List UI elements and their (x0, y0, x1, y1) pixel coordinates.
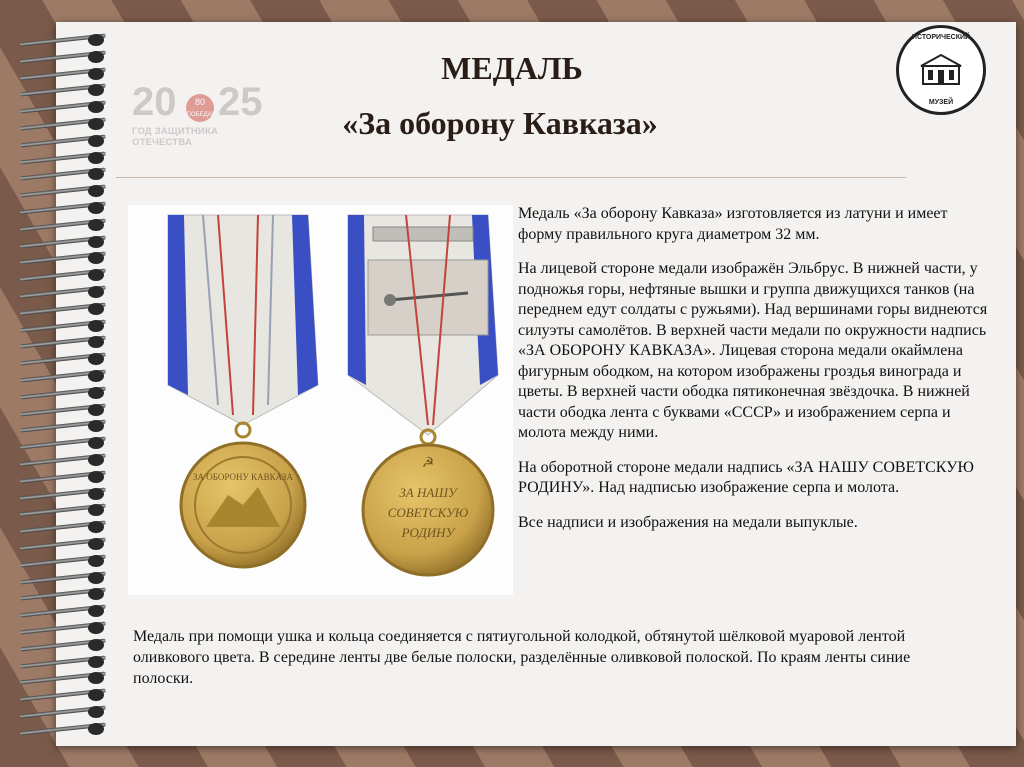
front-ribbon (168, 215, 318, 425)
spiral-coil (6, 116, 110, 132)
spiral-coil (6, 351, 110, 367)
spiral-coil (6, 654, 110, 670)
spiral-coil (6, 402, 110, 418)
spiral-coil (6, 32, 110, 48)
spiral-coil (6, 452, 110, 468)
spiral-coil (6, 284, 110, 300)
page-subtitle: «За оборону Кавказа» (342, 105, 658, 141)
spiral-coil (6, 486, 110, 502)
front-medal-inscription: ЗА ОБОРОНУ КАВКАЗА (193, 472, 293, 482)
spiral-coil (6, 435, 110, 451)
museum-building-icon (917, 52, 965, 88)
page-title: МЕДАЛЬ (441, 50, 583, 86)
ribbon-description: Медаль при помощи ушка и кольца соединяется с пятиугольной колодкой, обтянутой шёлковой муаровой лентой оливкового цвета. В середине ленты две белые полоски, разделённые оливковой полоской. По краям ленты синие полоски. (133, 628, 911, 687)
spiral-coil (6, 469, 110, 485)
spiral-coil (6, 536, 110, 552)
title-divider (116, 177, 906, 178)
spiral-coil (6, 637, 110, 653)
front-medal (181, 443, 305, 567)
spiral-coil (6, 133, 110, 149)
spiral-coil (6, 670, 110, 686)
spiral-coil (6, 217, 110, 233)
museum-logo (896, 25, 986, 115)
spiral-coil (6, 553, 110, 569)
spiral-coil (6, 687, 110, 703)
spiral-coil (6, 318, 110, 334)
medal-photo (128, 205, 513, 595)
back-medal-inscription-2: СОВЕТСКУЮ (387, 505, 469, 520)
spiral-coil (6, 721, 110, 737)
spiral-coil (6, 570, 110, 586)
spiral-coil (6, 603, 110, 619)
back-ribbon (348, 215, 498, 435)
spiral-coil (6, 334, 110, 350)
description-paragraph: Медаль «За оборону Кавказа» изготовляется из латуни и имеет форму правильного круга диаметром 32 мм. (518, 205, 948, 243)
spiral-coil (6, 586, 110, 602)
spiral-coil (6, 267, 110, 283)
description-text (518, 204, 993, 547)
description-paragraph: На лицевой стороне медали изображён Эльбрус. В нижней части, у подножья горы, нефтяные вышки и группа движущихся танков (на переднем едут солдаты с ружьями). Над вершинами горы виднеются силуэты самолётов. В верхней части медали по окружности надпись «ЗА ОБОРОНУ КАВКАЗА». Лицевая сторона медали окаймлена фигурным ободком, на котором изображены гроздья винограда и цветы. В верхней части ободка пятиконечная звёздочка. В нижней части ободка лента с буквами «СССР» и изображением серпа и молота между ними. (518, 260, 988, 441)
back-medal-inscription-1: ЗА НАШУ (399, 485, 457, 500)
spiral-coil (6, 250, 110, 266)
description-paragraph: На оборотной стороне медали надпись «ЗА НАШУ СОВЕТСКУЮ РОДИНУ». Над надписью изображение серпа и молота. (518, 458, 974, 496)
logo-badge-text: ПОБЕДА! (186, 112, 214, 118)
spiral-coil (6, 502, 110, 518)
logo-caption: ГОД ЗАЩИТНИКА ОТЕЧЕСТВА (132, 126, 219, 148)
spiral-coil (6, 183, 110, 199)
spiral-coil (6, 301, 110, 317)
spiral-coil (6, 704, 110, 720)
spiral-coil (6, 620, 110, 636)
description-paragraph: Все надписи и изображения на медали выпуклые. (518, 513, 858, 531)
museum-logo-bottom-text: МУЗЕЙ (928, 99, 954, 106)
spiral-coil (6, 200, 110, 216)
spiral-coil (6, 150, 110, 166)
back-medal-inscription-3: РОДИНУ (401, 525, 455, 540)
spiral-binding (6, 22, 116, 746)
museum-logo-top-text: ИСТОРИЧЕСКИЙ (911, 34, 971, 41)
spiral-coil (6, 519, 110, 535)
spiral-coil (6, 385, 110, 401)
logo-victory-badge (186, 94, 214, 122)
spiral-coil (6, 166, 110, 182)
spiral-coil (6, 234, 110, 250)
spiral-coil (6, 99, 110, 115)
hammer-sickle-icon: ☭ (421, 456, 435, 471)
back-medal (363, 445, 493, 575)
logo-year-right: 25 (218, 80, 263, 124)
spiral-coil (6, 418, 110, 434)
logo-year-left: 20 (132, 80, 177, 124)
logo-badge-number: 80 (194, 97, 205, 107)
spiral-coil (6, 368, 110, 384)
